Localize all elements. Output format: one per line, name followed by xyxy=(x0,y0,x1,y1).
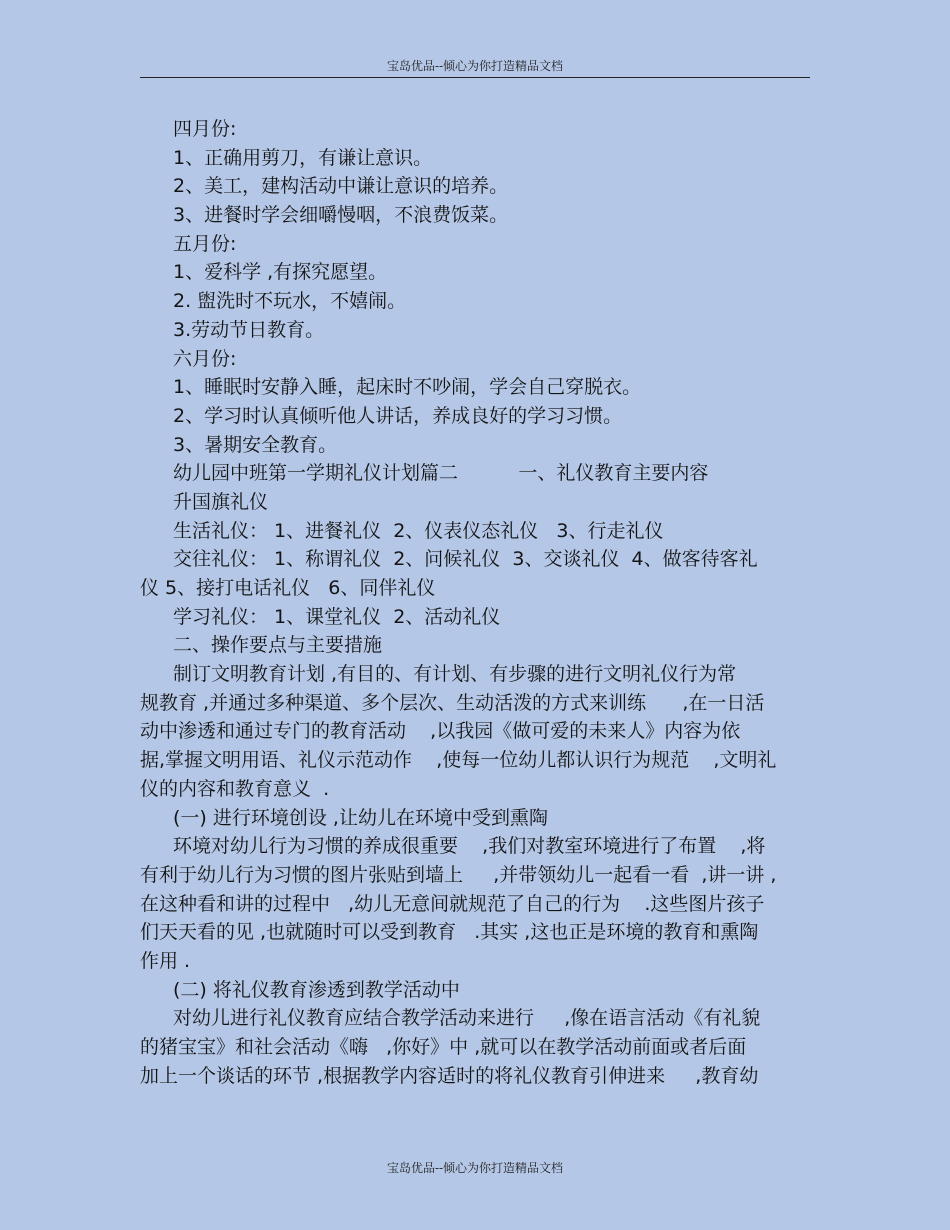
text-line: 加上一个谈话的环节 ,根据教学内容适时的将礼仪教育引伸进来 ,教育幼 xyxy=(140,1064,759,1087)
text-line: 生活礼仪： 1、进餐礼仪 2、仪表仪态礼仪 3、行走礼仪 xyxy=(173,519,664,542)
text-line: 四月份: xyxy=(173,118,237,140)
text-line: 幼儿园中班第一学期礼仪计划篇二 一、礼仪教育主要内容 xyxy=(173,462,709,485)
text-line: 1、睡眠时安静入睡，起床时不吵闹，学会自己穿脱衣。 xyxy=(173,376,642,399)
text-line: 作用 . xyxy=(140,949,191,972)
text-line: 动中渗透和通过专门的教育活动 ,以我园《做可爱的未来人》内容为依 xyxy=(140,720,741,743)
text-line: (二) 将礼仪教育渗透到教学活动中 xyxy=(173,978,460,1001)
text-line: 学习礼仪： 1、课堂礼仪 2、活动礼仪 xyxy=(173,605,501,628)
text-line: 的猪宝宝》和社会活动《嗨 ,你好》中 ,就可以在教学活动前面或者后面 xyxy=(140,1036,747,1058)
text-line: 2、学习时认真倾听他人讲话，养成良好的学习习惯。 xyxy=(173,404,623,427)
text-line: 规教育 ,并通过多种渠道、多个层次、生动活泼的方式来训练 ,在一日活 xyxy=(140,691,765,714)
document-body xyxy=(140,115,810,1090)
text-line: 1、正确用剪刀，有谦让意识。 xyxy=(173,146,433,169)
text-line: 对幼儿进行礼仪教育应结合教学活动来进行 ,像在语言活动《有礼貌 xyxy=(173,1007,761,1030)
text-line: 3、暑期安全教育。 xyxy=(173,433,338,456)
text-line: 仪 5、接打电话礼仪 6、同伴礼仪 xyxy=(140,577,436,599)
text-line: 2、美工，建构活动中谦让意识的培养。 xyxy=(173,175,509,198)
text-line: 3.劳动节日教育。 xyxy=(173,318,325,341)
text-line: 仪的内容和教育意义 . xyxy=(140,777,330,800)
text-line: 2. 盥洗时不玩水，不嬉闹。 xyxy=(173,290,407,313)
header-divider xyxy=(140,77,810,78)
text-line: 据,掌握文明用语、礼仪示范动作 ,使每一位幼儿都认识行为规范 ,文明礼 xyxy=(140,749,777,772)
text-line: 3、进餐时学会细嚼慢咽，不浪费饭菜。 xyxy=(173,204,509,227)
text-line: 在这种看和讲的过程中 ,幼儿无意间就规范了自己的行为 .这些图片孩子 xyxy=(140,892,765,915)
text-line: (一) 进行环境创设 ,让幼儿在环境中受到熏陶 xyxy=(173,806,548,829)
text-line: 五月份: xyxy=(173,232,237,255)
text-line: 环境对幼儿行为习惯的养成很重要 ,我们对教室环境进行了布置 ,将 xyxy=(173,835,766,858)
text-line: 们天天看的见 ,也就随时可以受到教育 .其实 ,这也正是环境的教育和熏陶 xyxy=(140,921,759,944)
text-line: 交往礼仪： 1、称谓礼仪 2、问候礼仪 3、交谈礼仪 4、做客待客礼 xyxy=(173,548,758,571)
text-line: 升国旗礼仪 xyxy=(173,490,269,513)
page-footer: 宝岛优品--倾心为你打造精品文档 xyxy=(386,1161,564,1175)
text-line: 二、操作要点与主要措施 xyxy=(173,634,383,657)
text-line: 制订文明教育计划 ,有目的、有计划、有步骤的进行文明礼仪行为常 xyxy=(173,663,737,686)
text-line: 六月份: xyxy=(173,347,237,370)
text-line: 1、爱科学 ,有探究愿望。 xyxy=(173,261,388,284)
page-header: 宝岛优品--倾心为你打造精品文档 xyxy=(386,59,564,73)
text-line: 有利于幼儿行为习惯的图片张贴到墙上 ,并带领幼儿一起看一看 ,讲一讲 , xyxy=(140,863,777,886)
